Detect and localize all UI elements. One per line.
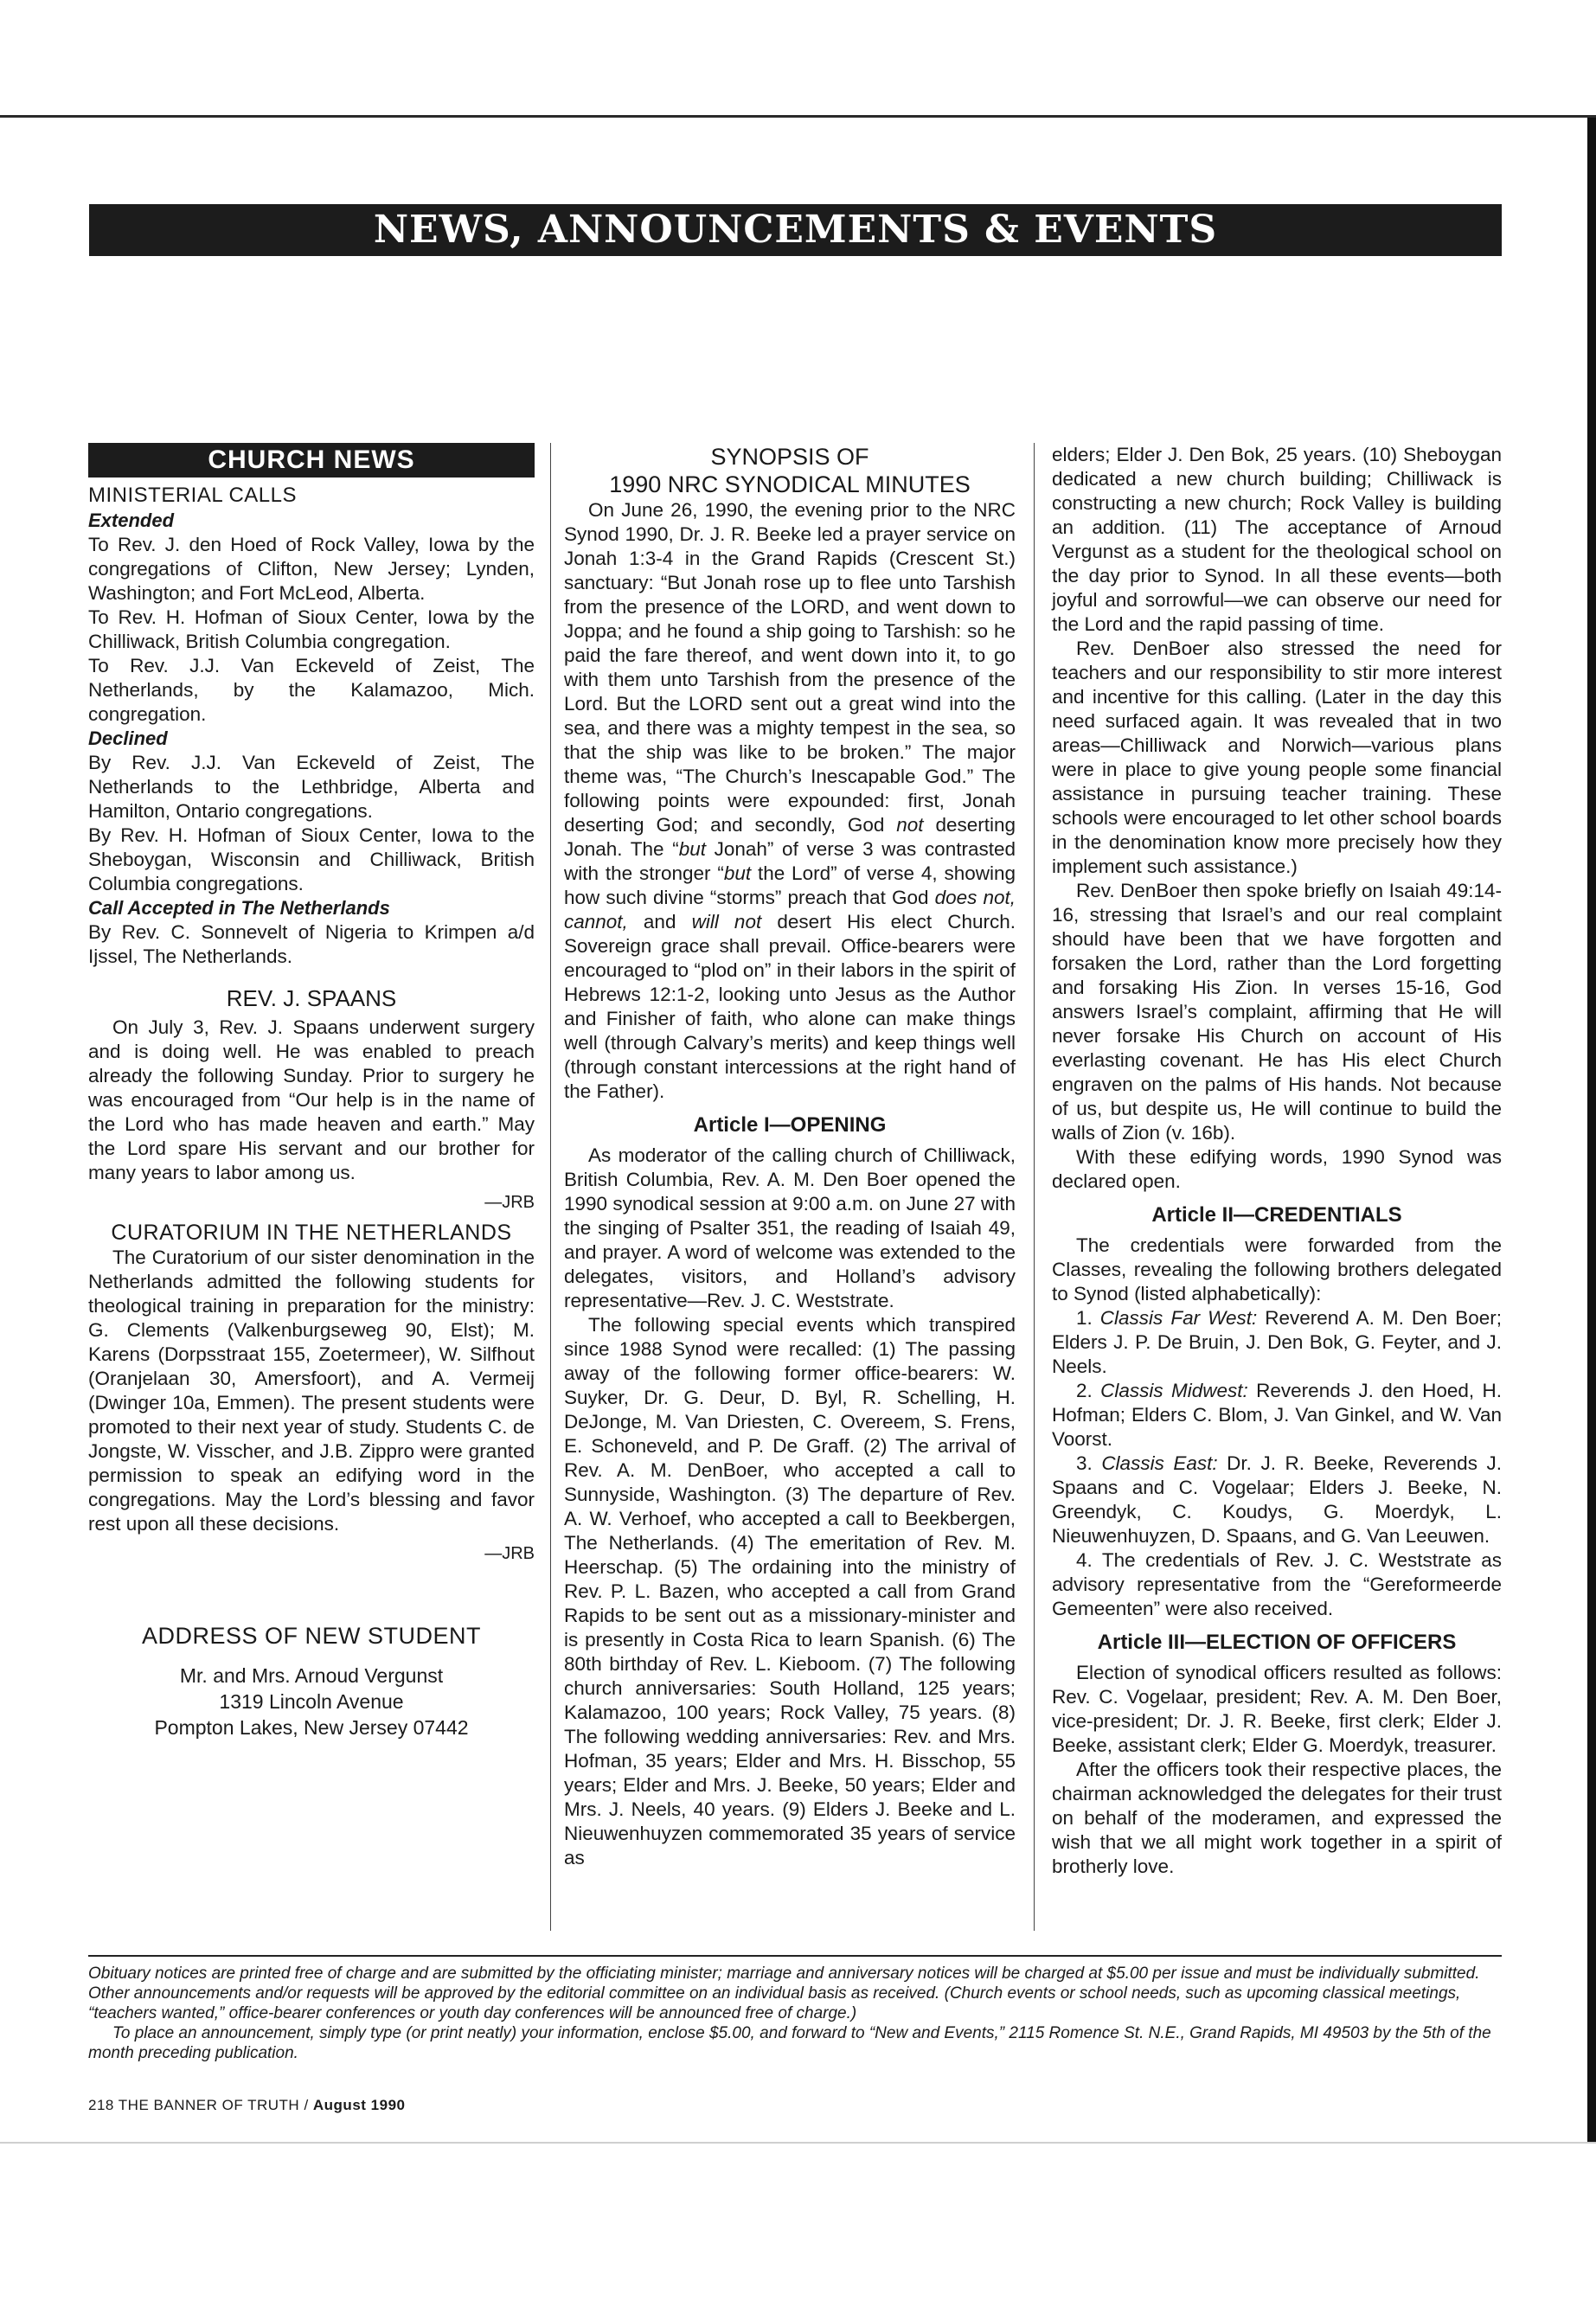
paragraph: Rev. DenBoer then spoke briefly on Isaiah 49:14-16, stressing that Israel’s and our real complaint should have been that we have forgotten and forsaken the Lord, rather than the Lord forgetting and forsaking His Zion. In verses 15-16, God answers Israel’s complaint, affirming that He will never forsake His Church on account of His everlasting covenant. He has His elect Church engraven on the palms of His hands. Not because of us, but despite us, He will continue to build the walls of Zion (v. 16b). xyxy=(1052,880,1502,1144)
column-divider xyxy=(1034,443,1035,1931)
footer-notice xyxy=(88,1955,1502,2063)
publication-name: THE BANNER OF TRUTH xyxy=(118,2097,300,2113)
column-church-news xyxy=(88,443,535,1896)
delegate-entry: 4. The credentials of Rev. J. C. Weststrate as advisory representative from the “Gereformeerde Gemeenten” were also received. xyxy=(1052,1549,1502,1619)
declined-item: By Rev. J.J. Van Eckeveld of Zeist, The Netherlands to the Lethbridge, Alberta and Hamilton, Ontario congregations. xyxy=(88,752,535,822)
ministerial-calls-heading: MINISTERIAL CALLS xyxy=(88,484,298,507)
synopsis-heading-line1: SYNOPSIS OF xyxy=(710,444,869,470)
extended-item: To Rev. J.J. Van Eckeveld of Zeist, The Netherlands, by the Kalamazoo, Mich. congregation. xyxy=(88,655,535,725)
address-line: Mr. and Mrs. Arnoud Vergunst xyxy=(179,1664,444,1687)
accepted-item: By Rev. C. Sonnevelt of Nigeria to Krimpen a/d Ijssel, The Netherlands. xyxy=(88,921,535,967)
article-3-paragraph: Election of synodical officers resulted as follows: Rev. C. Vogelaar, president; Rev. A. M. Den Boer, vice-president; Dr. J. R. Beeke, first clerk; Elder J. Beeke, assistant clerk; Elder G. Moerdyk, treasurer. xyxy=(1052,1662,1502,1756)
church-news-section-header: CHURCH NEWS xyxy=(88,443,535,478)
scan-edge-bottom xyxy=(0,2142,1596,2144)
article-1-paragraph: The following special events which transpired since 1988 Synod were recalled: (1) The passing away of the following former office-bearers: W. Suyker, Dr. G. Deur, D. Byl, R. Schelling, H. DeJonge, M. Van Driesten, C. Overeem, S. Frens, E. Schoneveld, and P. De Graff. (2) The arrival of Rev. A. M. DenBoer, who accepted a call to Sunnyside, Washington. (3) The departure of Rev. A. W. Verhoef, who accepted a call to Beekbergen, The Netherlands. (4) The emeritation of Rev. M. Heerschap. (5) The ordaining into the ministry of Rev. P. L. Bazen, who accepted a call from Grand Rapids to be sent out as a missionary-minister and is presently in Costa Rica to learn Spanish. (6) The 80th birthday of Rev. L. Kieboom. (7) The following church anniversaries: South Holland, 125 years; Kalamazoo, 100 years; Rock Valley, 75 years. (8) The following wedding anniversaries: Rev. and Mrs. Hofman, 35 years; Elder and Mrs. H. Bisschop, 55 years; Elder and Mrs. J. Beeke, 50 years; Elder and Mrs. J. Neels, 40 years. (9) Elders J. Beeke and L. Nieuwenhuyzen commemorated 35 years of service as xyxy=(564,1314,1016,1868)
address-line: Pompton Lakes, New Jersey 07442 xyxy=(154,1716,469,1739)
extended-item: To Rev. H. Hofman of Sioux Center, Iowa by the Chilliwack, British Columbia congregation. xyxy=(88,606,535,652)
address-heading: ADDRESS OF NEW STUDENT xyxy=(141,1623,482,1649)
page-number: 218 xyxy=(88,2097,114,2113)
accepted-label: Call Accepted in The Netherlands xyxy=(88,897,390,919)
spaans-heading: REV. J. SPAANS xyxy=(226,985,397,1011)
issue-date: August 1990 xyxy=(312,2097,406,2113)
article-1-paragraph: As moderator of the calling church of Chilliwack, British Columbia, Rev. A. M. Den Boer opened the 1990 synodical session at 9:00 a.m. on June 27 with the singing of Psalter 351, the reading of Isaiah 49, and prayer. A word of welcome was extended to the delegates, visitors, and Holland’s advisory representative—Rev. J. C. Weststrate. xyxy=(564,1144,1016,1311)
article-3-heading: Article III—ELECTION OF OFFICERS xyxy=(1097,1631,1457,1654)
synopsis-intro: On June 26, 1990, the evening prior to the NRC Synod 1990, Dr. J. R. Beeke led a prayer service on Jonah 1:3-4 in the Grand Rapids (Crescent St.) sanctuary: “But Jonah rose up to flee unto Tarshish from the presence of the LORD, and went down to Joppa; and he found a ship going to Tarshish: so he paid the fare thereof, and went down into it, to go with them unto Tarshish from the presence of the Lord. But the LORD sent out a great wind into the sea, and there was a mighty tempest in the sea, so that the ship was like to be broken.” The major theme was, “The Church’s Inescapable God.” The following points were expounded: first, Jonah deserting God; and secondly, God not deserting Jonah. The “but Jonah” of verse 3 was contrasted with the stronger “but the Lord” of verse 4, showing how such divine “storms” preach that God does not, cannot, and will not desert His elect Church. Sovereign grace shall prevail. Office-bearers were encouraged to “plod on” in their labors in the spirit of Hebrews 12:1-2, looking unto Jesus as the Author and Finisher of faith, who alone can make things well (through Calvary’s merits) and keep things well (through constant intercessions at the right hand of the Father). xyxy=(564,499,1016,1102)
curatorium-text: The Curatorium of our sister denomination in the Netherlands admitted the following students for theological training in preparation for the ministry: G. Clements (Valkenburgseweg 90, Elst); M. Karens (Dorpsstraat 155, Zoetermeer), W. Silfhout (Oranjelaan 30, Amersfoort), and A. Vermeij (Dwinger 10a, Emmen). The present students were promoted to their next year of study. Students C. de Jongste, W. Visscher, and J.B. Zippro were granted permission to speak an edifying word in the congregations. May the Lord’s blessing and favor rest upon all these decisions. xyxy=(88,1247,535,1535)
paragraph: With these edifying words, 1990 Synod was declared open. xyxy=(1052,1146,1502,1192)
curatorium-signature: —JRB xyxy=(484,1544,535,1563)
paragraph: Rev. DenBoer also stressed the need for teachers and our responsibility to stir more interest and incentive for this calling. (Later in the day this need surfaced again. It was revealed that in two areas—Chilliwack and Norwich—various plans were in place to give young people some financial assistance in pursuing teacher training. These schools were encouraged to let other school boards in the denomination know more precisely how they implement such assistance.) xyxy=(1052,638,1502,877)
declined-label: Declined xyxy=(88,727,168,749)
delegate-entry: 2. Classis Midwest: Reverends J. den Hoed, H. Hofman; Elders C. Blom, J. Van Ginkel, and W. Van Voorst. xyxy=(1052,1380,1503,1450)
scan-edge-right xyxy=(1587,118,1596,2142)
scan-edge-top xyxy=(0,115,1596,118)
column-synopsis-continued xyxy=(1052,443,1502,1879)
page-banner: NEWS, ANNOUNCEMENTS & EVENTS xyxy=(89,204,1502,256)
article-2-heading: Article II—CREDENTIALS xyxy=(1151,1203,1402,1227)
column-divider xyxy=(550,443,551,1931)
page-folio: 218 THE BANNER OF TRUTH / August 1990 xyxy=(88,2097,406,2113)
article-3-paragraph: After the officers took their respective places, the chairman acknowledged the delegates for their trust on behalf of the moderamen, and expressed the wish that we all might work together in a spirit of brotherly love. xyxy=(1052,1759,1502,1877)
column-synopsis xyxy=(564,443,1016,1870)
article-1-heading: Article I—OPENING xyxy=(693,1113,887,1137)
article-2-intro: The credentials were forwarded from the Classes, revealing the following brothers delegated to Synod (listed alphabetically): xyxy=(1052,1234,1502,1304)
address-line: 1319 Lincoln Avenue xyxy=(219,1690,404,1713)
footer-paragraph: Obituary notices are printed free of charge and are submitted by the officiating minister; marriage and anniversary notices will be charged at $5.00 per issue and must be individually submitted. Other announcements and/or requests will be approved by the editorial committee on an individual basis as received. (Church events or school needs, such as upcoming classical meetings, “teachers wanted,” office-bearer conferences or youth day conferences will be announced free of charge.) xyxy=(88,1965,1480,2022)
extended-label: Extended xyxy=(88,510,175,531)
footer-paragraph: To place an announcement, simply type (or print neatly) your information, enclose $5.00, and forward to “New and Events,” 2115 Romence St. N.E., Grand Rapids, MI 49503 by the 5th of the month preceding publication. xyxy=(88,2024,1491,2062)
spaans-text: On July 3, Rev. J. Spaans underwent surgery and is doing well. He was enabled to preach already the following Sunday. Prior to surgery he was encouraged from “Our help is in the name of the Lord who has made heaven and earth.” May the Lord spare His servant and our brother for many years to labor among us. xyxy=(88,1016,535,1183)
synopsis-heading-line2: 1990 NRC SYNODICAL MINUTES xyxy=(609,471,971,497)
spaans-signature: —JRB xyxy=(484,1193,535,1212)
delegate-entry: 1. Classis Far West: Reverend A. M. Den Boer; Elders J. P. De Bruin, J. Den Bok, G. Feyter, and J. Neels. xyxy=(1052,1307,1502,1377)
curatorium-heading: CURATORIUM IN THE NETHERLANDS xyxy=(111,1221,512,1245)
extended-item: To Rev. J. den Hoed of Rock Valley, Iowa by the congregations of Clifton, New Jersey; Lynden, Washington; and Fort McLeod, Alberta. xyxy=(88,534,535,604)
continued-paragraph: elders; Elder J. Den Bok, 25 years. (10) Sheboygan dedicated a new church building; Chilliwack is constructing a new church; Rock Valley is building an addition. (11) The acceptance of Arnoud Vergunst as a student for the theological school on the day prior to Synod. In all these events—both joyful and sorrowful—we can observe our need for the Lord and the rapid passing of time. xyxy=(1052,444,1502,635)
declined-item: By Rev. H. Hofman of Sioux Center, Iowa to the Sheboygan, Wisconsin and Chilliwack, British Columbia congregations. xyxy=(88,824,535,894)
delegate-entry: 3. Classis East: Dr. J. R. Beeke, Reverends J. Spaans and C. Vogelaar; Elders J. Beeke, N. Greendyk, C. Koudys, G. Moerdyk, L. Nieuwenhuyzen, D. Spaans, and G. Van Leeuwen. xyxy=(1052,1452,1502,1547)
